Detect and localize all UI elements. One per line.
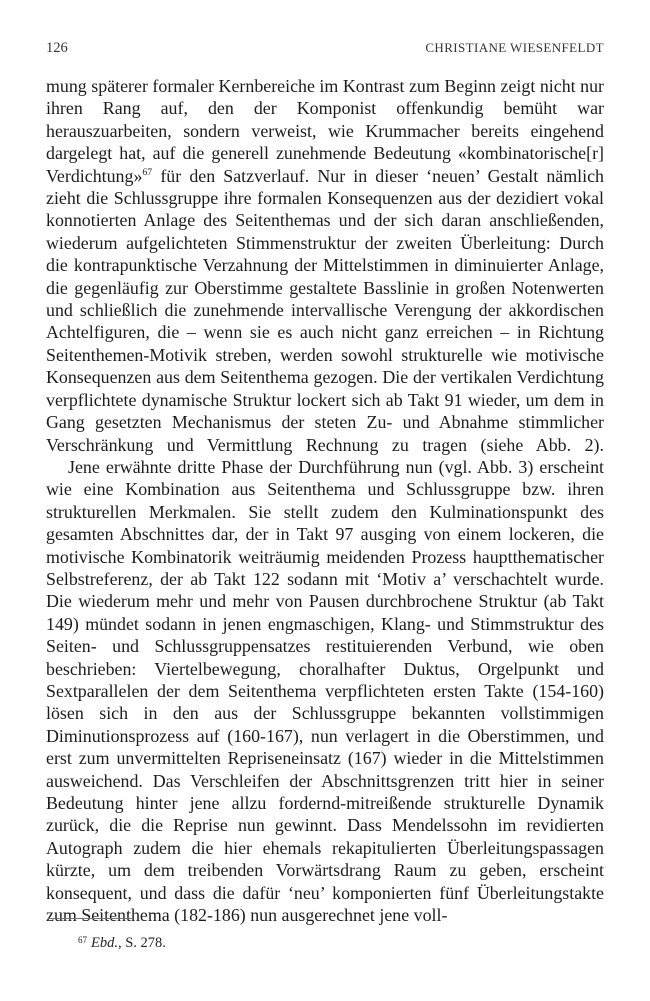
footnote-divider bbox=[48, 918, 132, 919]
running-head-author: CHRISTIANE WIESENFELDT bbox=[425, 40, 604, 55]
paragraph-1-text-a: mung späterer formaler Kernbereiche im Kontrast zum Beginn zeigt nicht nur ihren Rang auf, den der Komponist offenkundig bemüht war herauszuarbeiten, sondern verweist, wie Krummacher bereits eingehend dargelegt hat, auf die generell zunehmende Bedeutung «kombinatorische[r] Verdichtung» bbox=[46, 76, 604, 186]
page-number: 126 bbox=[46, 40, 68, 56]
footnote-text: , S. 278. bbox=[117, 935, 166, 951]
paragraph-1 bbox=[46, 75, 604, 456]
footnote-source: Ebd. bbox=[91, 935, 118, 951]
footnote bbox=[78, 935, 166, 952]
footnote-reference[interactable]: 67 bbox=[142, 166, 153, 178]
body-text bbox=[46, 75, 604, 926]
paragraph-1-text-b: für den Satzverlauf. Nur in dieser ‘neuen’ Gestalt nämlich zieht die Schlussgruppe ihre formalen Konsequenzen aus der dezidiert vokal konnotierten Anlage des Seitenthemas und der sich daran anschließenden, wiederum aufgelichteten Stimmenstruktur der zweiten Überleitung: Durch die kontrapunktische Verzahnung der Mittelstimmen in diminuierter Anlage, die gegenläufig zur Oberstimme gestaltete Basslinie in großen Notenwerten und schließlich die zunehmende intervallische Verengung der akkordischen Achtelfiguren, die – wenn sie es auch nicht ganz erreichen – in Richtung Seitenthemen-Motivik streben, werden sowohl strukturelle wie motivische Konsequenzen aus dem Seitenthema gezogen. Die der vertikalen Verdichtung verpflichtete dynamische Struktur lockert sich ab Takt 91 wieder, um dem in Gang gesetzten Mechanismus der steten Zu- und Abnahme stimmlicher Verschränkung und Vermittlung Rechnung zu tragen (siehe Abb. 2). bbox=[46, 165, 604, 455]
footnote-number: 67 bbox=[78, 935, 87, 945]
running-head bbox=[46, 40, 604, 57]
paragraph-2: Jene erwähnte dritte Phase der Durchführung nun (vgl. Abb. 3) erscheint wie eine Kombination aus Seitenthema und Schlussgruppe bzw. ihren strukturellen Merkmalen. Sie stellt zudem den Kulminationspunkt des gesamten Abschnittes dar, der in Takt 97 ausging von einem lockeren, die motivische Kombinatorik weiträumig meidenden Prozess hauptthematischer Selbstreferenz, der ab Takt 122 sodann mit ‘Motiv a’ verschachtelt wurde. Die wiederum mehr und mehr von Pausen durchbrochene Struktur (ab Takt 149) mündet sodann in jenen engmaschigen, Klang- und Stimmstruktur des Seiten- und Schlussgruppensatzes restituierenden Verbund, wie oben beschrieben: Viertelbewegung, choralhafter Duktus, Orgelpunkt und Sextparallelen der dem Seitenthema verpflichteten ersten Takte (154-160) lösen sich in den aus der Schlussgruppe bekannten vollstimmigen Diminutionsprozess auf (160-167), nun verlagert in die Oberstimmen, und erst zum unvermittelten Repriseneinsatz (167) wieder in die Mittelstimmen ausweichend. Das Verschleifen der Abschnittsgrenzen tritt hier in seiner Bedeutung hinter jene allzu fordernd-mitreißende strukturelle Dynamik zurück, die die Reprise nun gewinnt. Dass Mendelssohn im revidierten Autograph zudem die hier ehemals rekapitulierten Überleitungspassagen kürzte, um dem treibenden Vorwärtsdrang Raum zu geben, erscheint konsequent, und dass die dafür ‘neu’ komponierten fünf Überleitungstakte zum Seitenthema (182-186) nun ausgerechnet jene voll- bbox=[46, 456, 604, 926]
